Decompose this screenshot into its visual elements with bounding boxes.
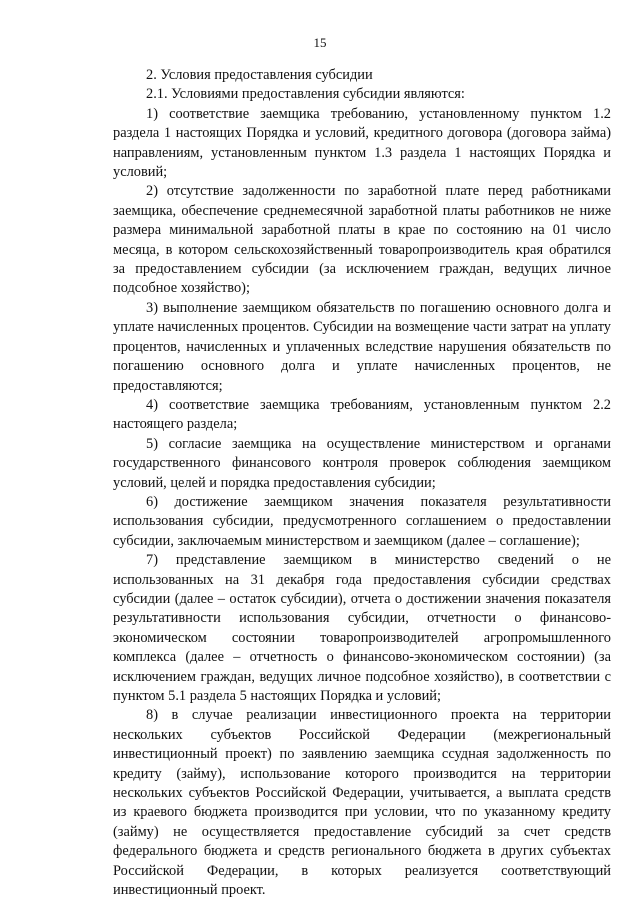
- condition-item-3: 3) выполнение заемщиком обязательств по погашению основного долга и уплате начисленных процентов. Субсидии на возмещение части затрат на уплату процентов, начисленных и уплаченных вследствие нарушения обязательств по погашению основного долга и уплате начисленных процентов, не предоставляются;: [113, 299, 611, 394]
- subsection-intro: 2.1. Условиями предоставления субсидии являются:: [146, 86, 465, 103]
- page-number: 15: [313, 35, 327, 50]
- condition-item-5: 5) согласие заемщика на осуществление министерством и органами государственного финансового контроля проверок соблюдения заемщиком условий, целей и порядка предоставления субсидии;: [113, 435, 611, 491]
- condition-item-6: 6) достижение заемщиком значения показателя результативности использования субсидии, предусмотренного соглашением о предоставлении субсидии, заключаемым министерством и заемщиком (далее – соглашение);: [113, 493, 611, 549]
- condition-item-7: 7) представление заемщиком в министерство сведений о не использованных на 31 декабря года предоставления субсидии средствах субсидии (далее – остаток субсидии), отчета о достижении значения показателя результативности использования субсидии, отчетности о финансово-экономическом состоянии товаропроизводителей агропромышленного комплекса (далее – отчетность о финансово-экономическом состоянии) (за исключением граждан, ведущих личное подсобное хозяйство), в соответствии с пунктом 5.1 раздела 5 настоящих Порядка и условий;: [113, 552, 611, 704]
- document-body: [113, 66, 611, 900]
- condition-item-4: 4) соответствие заемщика требованиям, установленным пунктом 2.2 настоящего раздела;: [113, 396, 611, 433]
- condition-item-2: 2) отсутствие задолженности по заработной плате перед работниками заемщика, обеспечение среднемесячной заработной платы работников не ниже размера минимальной заработной платы в крае по состоянию на 01 число месяца, в котором сельскохозяйственный товаропроизводитель края обратился за предоставлением субсидии (за исключением граждан, ведущих личное подсобное хозяйство);: [113, 183, 611, 297]
- condition-item-8: 8) в случае реализации инвестиционного проекта на территории нескольких субъектов Российской Федерации (межрегиональный инвестиционный проект) по заявлению заемщика ссудная задолженность по кредиту (займу), использование которого производится на территории нескольких субъектов Российской Федерации, учитывается, а выплата средств из краевого бюджета производится при условии, что по указанному кредиту (займу) не осуществляется предоставление субсидий за счет средств федерального бюджета и средств регионального бюджета в других субъектах Российской Федерации, в которых реализуется соответствующий инвестиционный проект.: [113, 707, 611, 899]
- section-heading: 2. Условия предоставления субсидии: [146, 67, 373, 83]
- condition-item-1: 1) соответствие заемщика требованию, установленному пунктом 1.2 раздела 1 настоящих Порядка и условий, кредитного договора (договора займа) направлениям, установленным пунктом 1.3 раздела 1 настоящих Порядка и условий;: [113, 105, 611, 181]
